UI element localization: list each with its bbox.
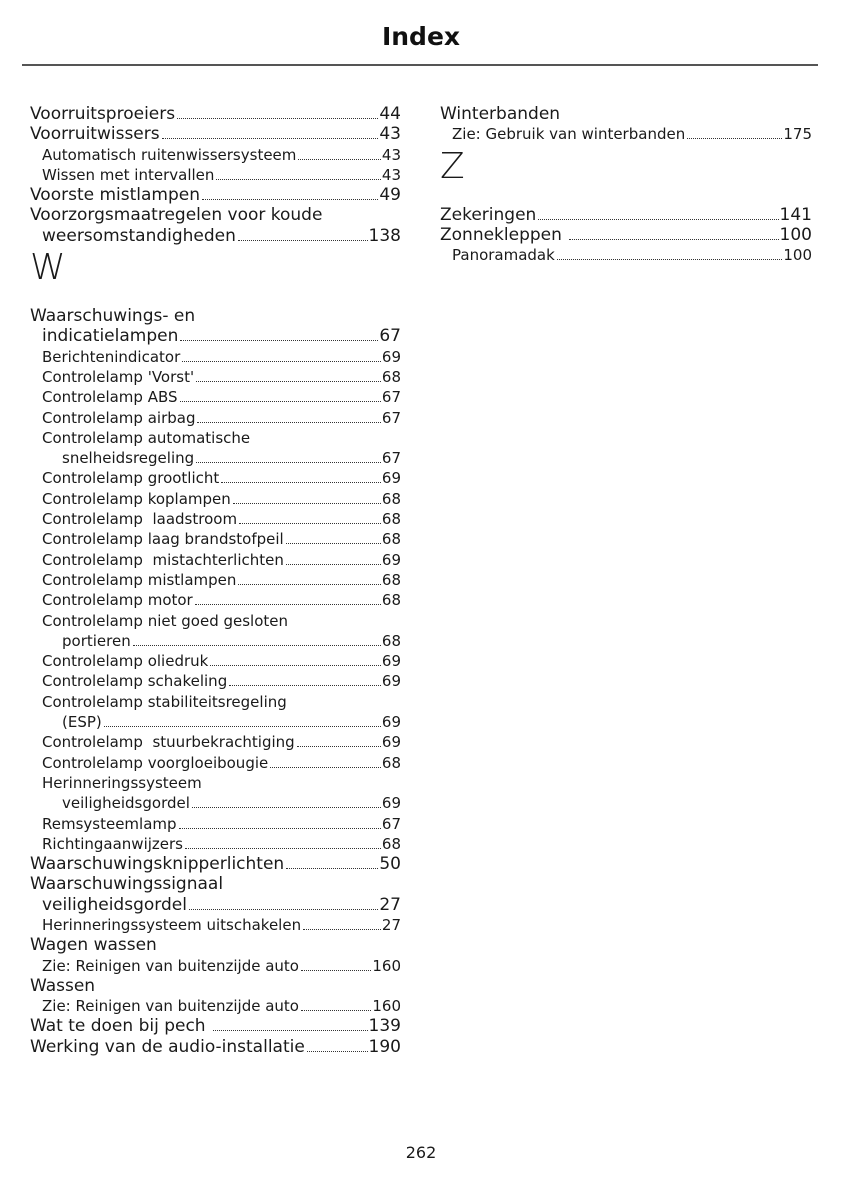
entry-text: Wagen wassen bbox=[30, 935, 157, 956]
dot-leader bbox=[179, 827, 381, 829]
entry-page-number: 69 bbox=[381, 733, 401, 752]
dot-leader bbox=[239, 522, 381, 524]
index-entry bbox=[30, 448, 401, 468]
entry-page-number: 68 bbox=[381, 753, 401, 772]
index-entry bbox=[30, 104, 401, 124]
index-entry bbox=[30, 408, 401, 428]
entry-text: Controlelamp laadstroom bbox=[42, 510, 238, 529]
dot-leader bbox=[185, 847, 381, 849]
index-entry bbox=[30, 550, 401, 570]
index-entry bbox=[30, 956, 401, 976]
entry-text: Controlelamp voorgloeibougie bbox=[42, 753, 269, 772]
index-entry bbox=[30, 165, 401, 185]
index-heading bbox=[440, 104, 812, 124]
index-heading bbox=[30, 692, 401, 712]
entry-page-number: 43 bbox=[381, 145, 401, 164]
dot-leader bbox=[286, 542, 381, 544]
entry-text: Remsysteemlamp bbox=[42, 814, 177, 833]
entry-text: Controlelamp grootlicht bbox=[42, 469, 220, 488]
dot-leader bbox=[307, 1050, 368, 1052]
entry-page-number: 190 bbox=[368, 1036, 401, 1057]
entry-text: Voorruitwissers bbox=[30, 124, 160, 145]
index-heading bbox=[30, 611, 401, 631]
index-column-left bbox=[30, 104, 401, 1057]
dot-leader bbox=[104, 725, 381, 727]
section-letter: W bbox=[30, 247, 66, 289]
dot-leader bbox=[182, 360, 381, 362]
entry-page-number: 43 bbox=[379, 124, 401, 145]
entry-page-number: 68 bbox=[381, 570, 401, 589]
dot-leader bbox=[177, 117, 378, 119]
dot-leader bbox=[216, 178, 381, 180]
entry-page-number: 69 bbox=[381, 672, 401, 691]
dot-leader bbox=[238, 583, 380, 585]
dot-leader bbox=[557, 258, 783, 260]
entry-text: Panoramadak bbox=[452, 246, 555, 265]
entry-text: Controlelamp stuurbekrachtiging bbox=[42, 733, 295, 752]
entry-text: Zie: Reinigen van buitenzijde auto bbox=[42, 997, 299, 1016]
dot-leader bbox=[301, 969, 371, 971]
entry-text: veiligheidsgordel bbox=[42, 894, 187, 915]
dot-leader bbox=[196, 461, 381, 463]
index-heading bbox=[30, 428, 401, 448]
index-entry bbox=[30, 895, 401, 915]
index-entry bbox=[30, 347, 401, 367]
entry-page-number: 44 bbox=[379, 104, 401, 124]
index-entry bbox=[30, 1037, 401, 1057]
index-entry bbox=[30, 326, 401, 346]
dot-leader bbox=[202, 198, 378, 200]
entry-text: Herinneringssysteem uitschakelen bbox=[42, 915, 302, 934]
dot-leader bbox=[192, 806, 381, 808]
index-entry bbox=[30, 145, 401, 165]
index-column-right bbox=[440, 104, 812, 265]
entry-text: Zekeringen bbox=[440, 204, 537, 225]
page-number: 262 bbox=[405, 1143, 437, 1162]
entry-text: Controlelamp oliedruk bbox=[42, 652, 209, 671]
index-entry bbox=[30, 468, 401, 488]
entry-text: portieren bbox=[62, 631, 131, 650]
entry-text: Controlelamp airbag bbox=[42, 408, 196, 427]
entry-text: Controlelamp mistlampen bbox=[42, 570, 237, 589]
entry-page-number: 69 bbox=[381, 550, 401, 569]
index-entry bbox=[30, 489, 401, 509]
index-heading bbox=[30, 205, 401, 225]
entry-text: Controlelamp automatische bbox=[42, 428, 251, 447]
dot-leader bbox=[270, 766, 381, 768]
entry-text: Zonnekleppen bbox=[440, 224, 568, 245]
index-entry bbox=[30, 915, 401, 935]
entry-page-number: 69 bbox=[381, 469, 401, 488]
index-heading bbox=[30, 935, 401, 955]
index-entry bbox=[30, 732, 401, 752]
header-rule bbox=[22, 64, 818, 66]
entry-page-number: 100 bbox=[779, 224, 812, 245]
dot-leader bbox=[229, 684, 381, 686]
entry-text: Zie: Gebruik van winterbanden bbox=[452, 125, 686, 144]
index-heading bbox=[30, 773, 401, 793]
entry-page-number: 67 bbox=[381, 449, 401, 468]
entry-text: Wassen bbox=[30, 975, 96, 996]
index-entry bbox=[30, 509, 401, 529]
dot-leader bbox=[210, 664, 381, 666]
index-entry bbox=[30, 793, 401, 813]
page-title: Index bbox=[381, 22, 461, 51]
entry-page-number: 141 bbox=[779, 204, 812, 225]
index-heading bbox=[30, 976, 401, 996]
entry-text: Herinneringssysteem bbox=[42, 773, 202, 792]
index-entry bbox=[30, 651, 401, 671]
entry-text: Zie: Reinigen van buitenzijde auto bbox=[42, 956, 299, 975]
entry-text: Controlelamp motor bbox=[42, 591, 193, 610]
dot-leader bbox=[301, 1009, 371, 1011]
entry-text: veiligheidsgordel bbox=[62, 794, 190, 813]
entry-text: Controlelamp koplampen bbox=[42, 489, 231, 508]
entry-text: weersomstandigheden bbox=[42, 225, 236, 246]
entry-text: Richtingaanwijzers bbox=[42, 834, 183, 853]
entry-text: Controlelamp stabiliteitsregeling bbox=[42, 692, 287, 711]
index-entry bbox=[440, 225, 812, 245]
dot-leader bbox=[233, 502, 381, 504]
entry-page-number: 68 bbox=[381, 367, 401, 386]
entry-text: Winterbanden bbox=[440, 104, 561, 124]
entry-page-number: 69 bbox=[381, 713, 401, 732]
dot-leader bbox=[303, 928, 381, 930]
entry-text: Controlelamp 'Vorst' bbox=[42, 367, 195, 386]
dot-leader bbox=[162, 137, 379, 139]
index-entry bbox=[30, 854, 401, 874]
index-entry bbox=[30, 367, 401, 387]
dot-leader bbox=[238, 239, 368, 241]
index-entry bbox=[30, 671, 401, 691]
entry-text: indicatielampen bbox=[42, 326, 179, 347]
entry-text: Voorzorgsmaatregelen voor koude bbox=[30, 205, 323, 226]
entry-page-number: 160 bbox=[372, 997, 401, 1016]
entry-page-number: 68 bbox=[381, 489, 401, 508]
entry-page-number: 67 bbox=[379, 326, 401, 347]
entry-text: Waarschuwingsknipperlichten bbox=[30, 854, 285, 875]
index-entry bbox=[30, 570, 401, 590]
entry-text: Voorruitsproeiers bbox=[30, 104, 176, 124]
index-entry bbox=[30, 1016, 401, 1036]
index-entry bbox=[30, 753, 401, 773]
entry-page-number: 67 bbox=[381, 388, 401, 407]
entry-text: Berichtenindicator bbox=[42, 347, 181, 366]
entry-text: Automatisch ruitenwissersysteem bbox=[42, 145, 297, 164]
dot-leader bbox=[298, 158, 381, 160]
entry-text: (ESP) bbox=[62, 713, 102, 732]
entry-text: Wissen met intervallen bbox=[42, 165, 215, 184]
entry-page-number: 68 bbox=[381, 834, 401, 853]
entry-text: Controlelamp mistachterlichten bbox=[42, 550, 284, 569]
dot-leader bbox=[286, 563, 381, 565]
entry-page-number: 138 bbox=[368, 225, 401, 246]
entry-page-number: 68 bbox=[381, 510, 401, 529]
index-entry bbox=[30, 996, 401, 1016]
dot-leader bbox=[180, 400, 381, 402]
dot-leader bbox=[538, 218, 778, 220]
entry-text: Waarschuwings- en bbox=[30, 306, 196, 327]
entry-page-number: 68 bbox=[381, 530, 401, 549]
dot-leader bbox=[213, 1029, 368, 1031]
entry-text: Controlelamp laag brandstofpeil bbox=[42, 530, 284, 549]
entry-text: Wat te doen bij pech bbox=[30, 1016, 211, 1037]
entry-page-number: 68 bbox=[381, 591, 401, 610]
index-heading bbox=[30, 874, 401, 894]
dot-leader bbox=[133, 644, 381, 646]
entry-page-number: 67 bbox=[381, 814, 401, 833]
entry-page-number: 100 bbox=[783, 246, 812, 265]
dot-leader bbox=[197, 421, 380, 423]
entry-text: snelheidsregeling bbox=[62, 449, 195, 468]
dot-leader bbox=[569, 238, 778, 240]
entry-page-number: 43 bbox=[381, 165, 401, 184]
index-entry bbox=[30, 185, 401, 205]
entry-text: Controlelamp niet goed gesloten bbox=[42, 611, 289, 630]
index-entry bbox=[30, 712, 401, 732]
index-entry bbox=[30, 387, 401, 407]
entry-page-number: 49 bbox=[379, 185, 401, 206]
index-entry bbox=[30, 124, 401, 144]
entry-text: Werking van de audio-installatie bbox=[30, 1036, 305, 1057]
dot-leader bbox=[189, 908, 378, 910]
entry-page-number: 67 bbox=[381, 408, 401, 427]
index-entry bbox=[440, 245, 812, 265]
index-entry bbox=[30, 529, 401, 549]
entry-page-number: 27 bbox=[381, 915, 401, 934]
entry-page-number: 50 bbox=[379, 854, 401, 875]
dot-leader bbox=[195, 603, 381, 605]
entry-page-number: 68 bbox=[381, 631, 401, 650]
index-entry bbox=[30, 814, 401, 834]
index-entry bbox=[30, 631, 401, 651]
index-entry bbox=[30, 226, 401, 246]
entry-text: Controlelamp ABS bbox=[42, 388, 178, 407]
dot-leader bbox=[687, 137, 782, 139]
entry-page-number: 139 bbox=[368, 1016, 401, 1037]
dot-leader bbox=[221, 481, 381, 483]
entry-page-number: 69 bbox=[381, 347, 401, 366]
entry-text: Controlelamp schakeling bbox=[42, 672, 228, 691]
entry-page-number: 27 bbox=[379, 894, 401, 915]
section-letter: Z bbox=[440, 145, 465, 187]
index-entry bbox=[30, 834, 401, 854]
index-entry bbox=[30, 590, 401, 610]
entry-text: Waarschuwingssignaal bbox=[30, 874, 224, 895]
index-entry bbox=[440, 205, 812, 225]
dot-leader bbox=[297, 745, 381, 747]
entry-text: Voorste mistlampen bbox=[30, 185, 201, 206]
entry-page-number: 160 bbox=[372, 956, 401, 975]
entry-page-number: 69 bbox=[381, 652, 401, 671]
dot-leader bbox=[196, 380, 381, 382]
index-entry bbox=[440, 124, 812, 144]
dot-leader bbox=[180, 339, 378, 341]
entry-page-number: 69 bbox=[381, 794, 401, 813]
dot-leader bbox=[286, 867, 378, 869]
index-heading bbox=[30, 306, 401, 326]
entry-page-number: 175 bbox=[783, 125, 812, 144]
